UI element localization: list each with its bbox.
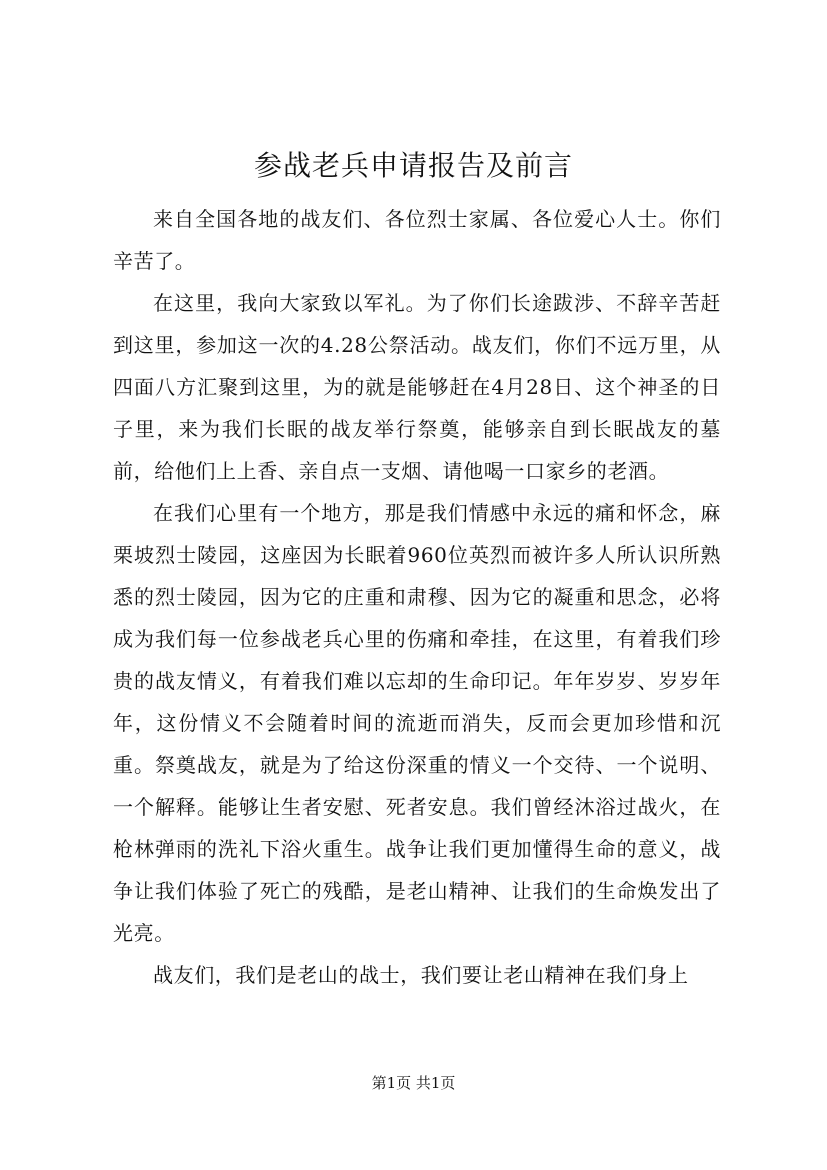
paragraph-salute: 在这里，我向大家致以军礼。为了你们长途跋涉、不辞辛苦赶到这里，参加这一次的4.28公祭活动。战友们，你们不远万里，从四面八方汇聚到这里，为的就是能够赶在4月28日、这个神圣的日子里，来为我们长眠的战友举行祭奠，能够亲自到长眠战友的墓前，给他们上上香、亲自点一支烟、请他喝一口家乡的老酒。 — [113, 291, 721, 483]
paragraph-laoshan-spirit: 战友们，我们是老山的战士，我们要让老山精神在我们身上 — [153, 963, 689, 987]
document-title: 参战老兵申请报告及前言 — [253, 149, 573, 182]
paragraph-cemetery: 在我们心里有一个地方，那是我们情感中永远的痛和怀念，麻栗坡烈士陵园，这座因为长眠着960位英烈而被许多人所认识所熟悉的烈士陵园，因为它的庄重和肃穆、因为它的凝重和思念，必将成为我们每一位参战老兵心里的伤痛和牵挂，在这里，有着我们珍贵的战友情义，有着我们难以忘却的生命印记。年年岁岁、岁岁年年，这份情义不会随着时间的流逝而消失，反而会更加珍惜和沉重。祭奠战友，就是为了给这份深重的情义一个交待、一个说明、一个解释。能够让生者安慰、死者安息。我们曾经沐浴过战火，在枪林弹雨的洗礼下浴火重生。战争让我们更加懂得生命的意义，战争让我们体验了死亡的残酷，是老山精神、让我们的生命焕发出了光亮。 — [113, 501, 721, 945]
paragraph-greeting: 来自全国各地的战友们、各位烈士家属、各位爱心人士。你们辛苦了。 — [113, 207, 721, 273]
document-body — [113, 198, 721, 996]
page-number-footer: 第1页 共1页 — [371, 1074, 456, 1092]
